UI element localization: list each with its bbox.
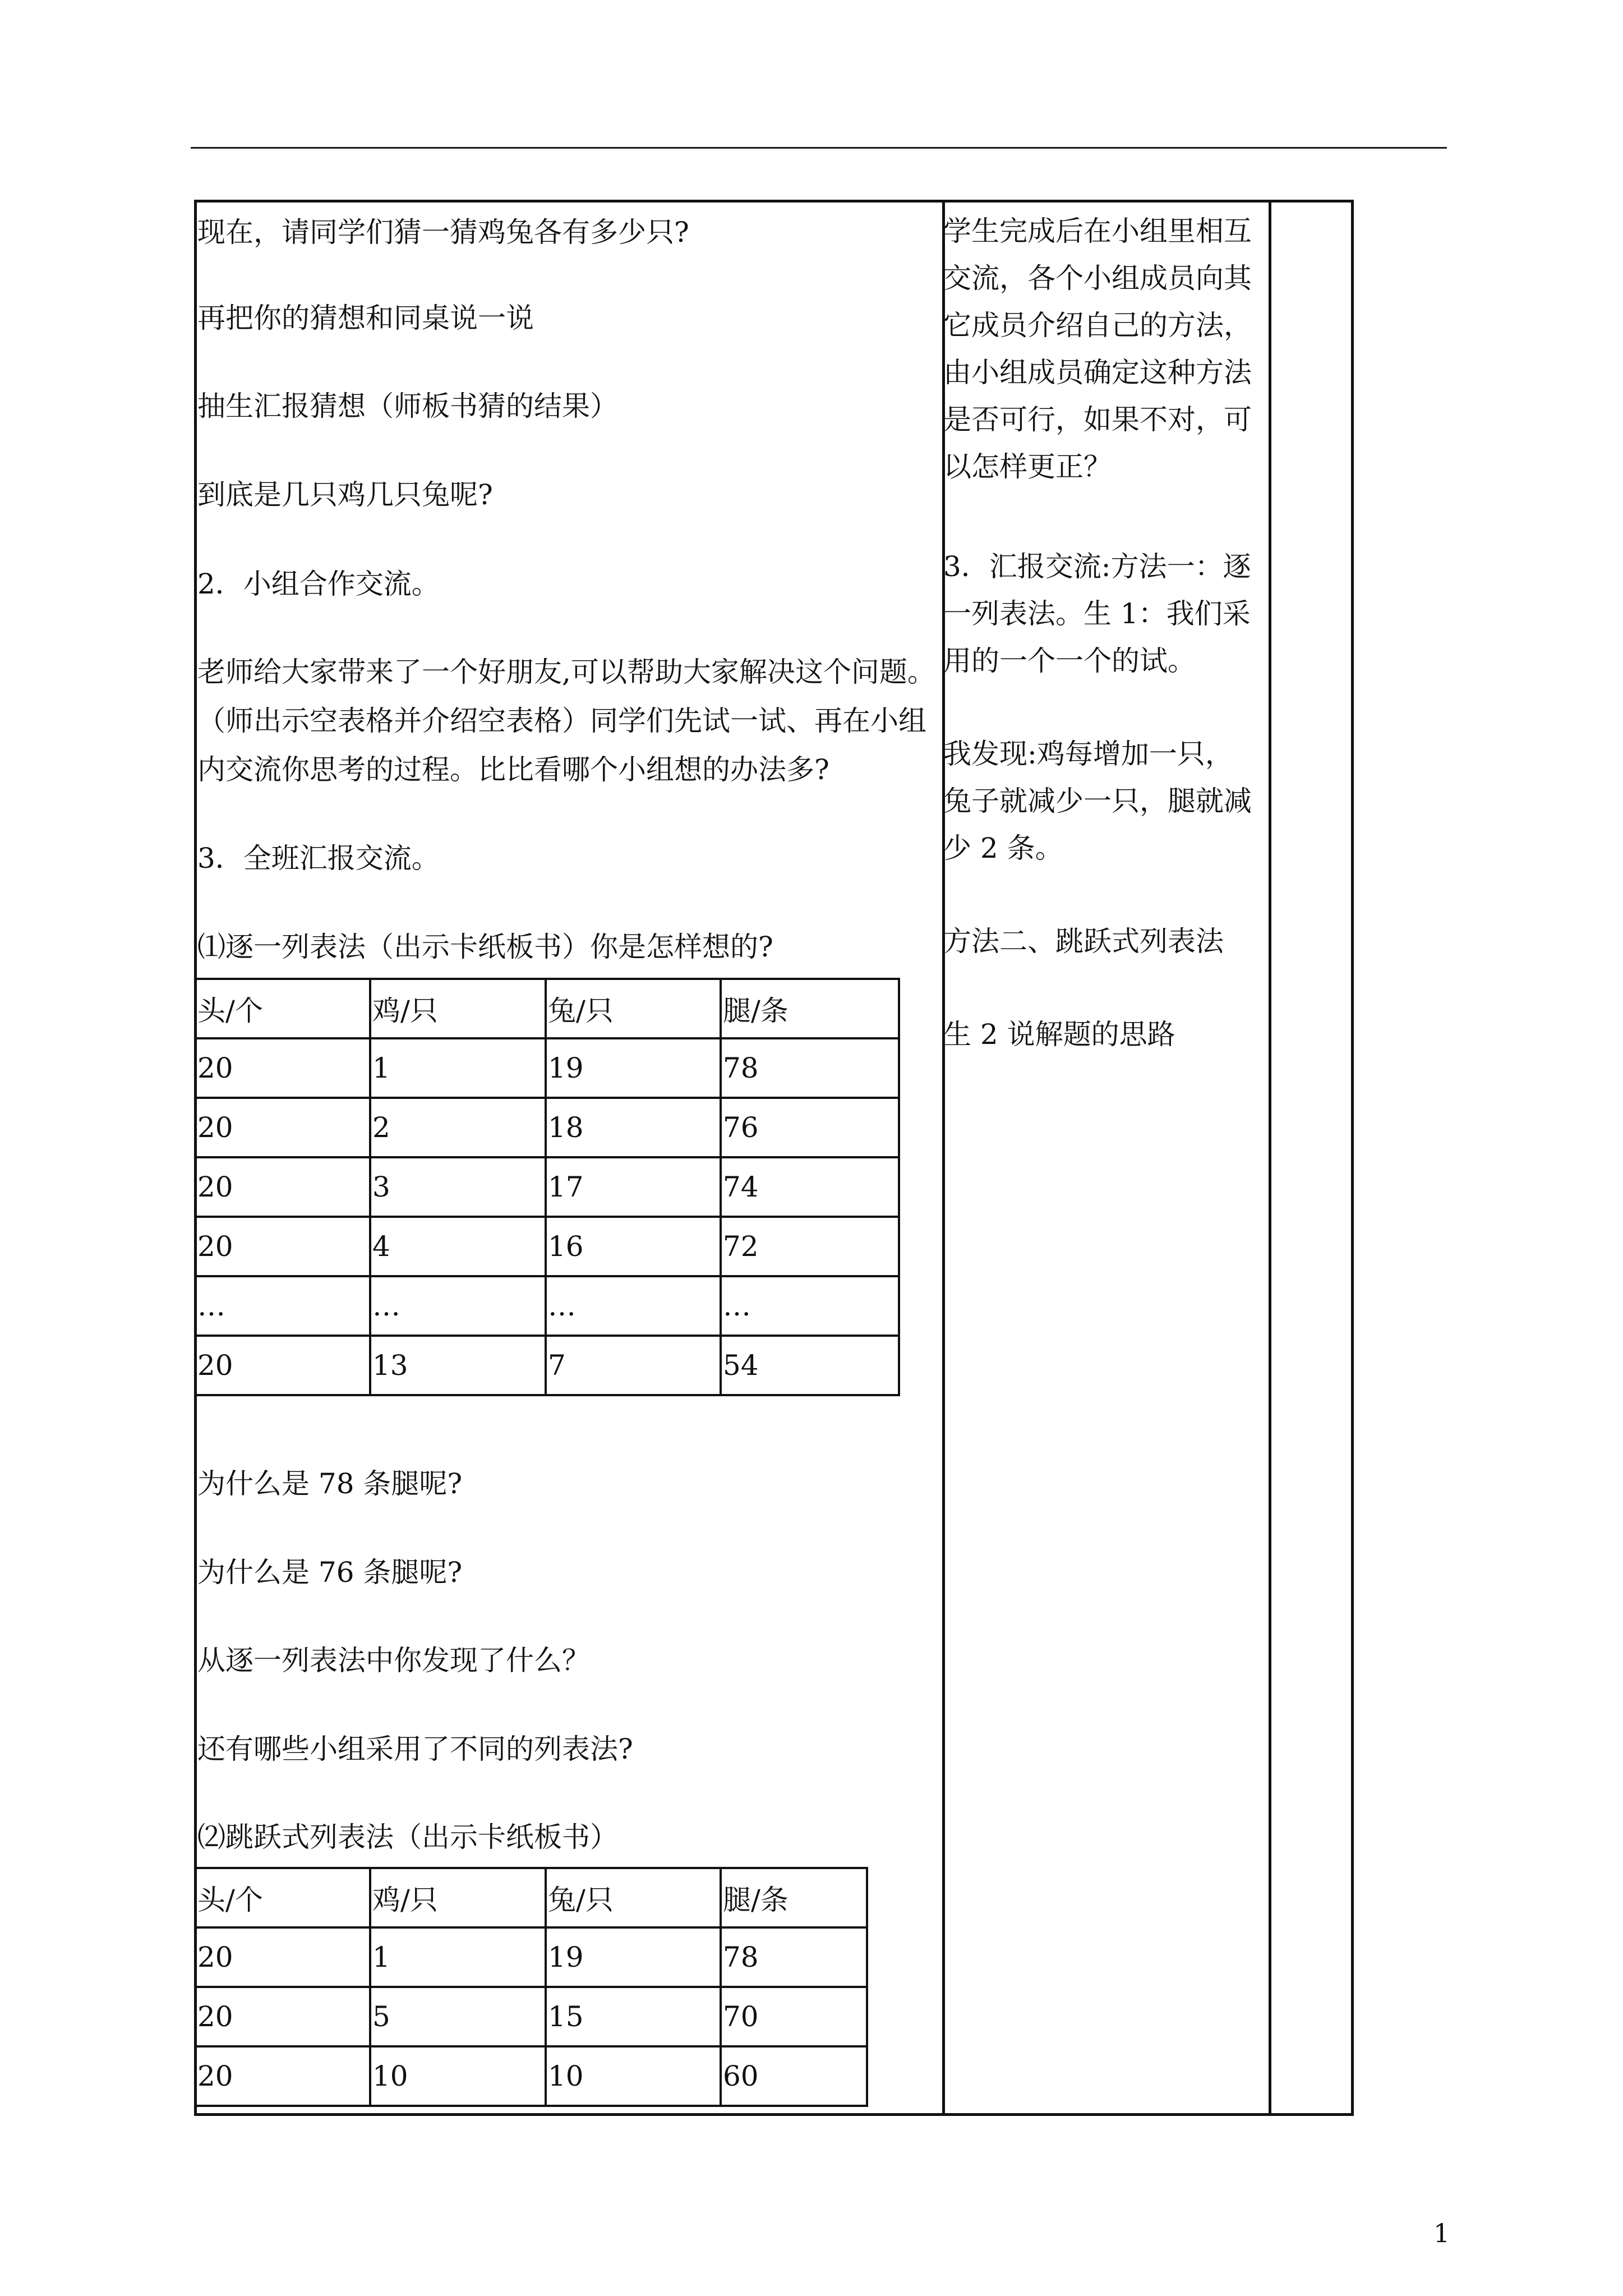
table-cell: 54 xyxy=(721,1336,899,1395)
table-row xyxy=(195,1217,899,1276)
table-cell: 78 xyxy=(721,1038,899,1098)
left-line-4: 到底是几只鸡几只兔呢? xyxy=(197,478,493,511)
right-para-3: 我发现:鸡每增加一只，兔子就减少一只，腿就减少 2 条。 xyxy=(943,738,1252,864)
table-cell: 20 xyxy=(195,1336,370,1395)
table-cell: 20 xyxy=(195,2046,370,2106)
table-cell: 78 xyxy=(721,1927,867,1987)
table-cell: 20 xyxy=(195,1038,370,1098)
table-cell: 13 xyxy=(370,1336,546,1395)
left-line-10: ⑴逐一列表法（出示卡纸板书）你是怎样想的? xyxy=(197,931,773,963)
question-1: 为什么是 78 条腿呢? xyxy=(197,1467,463,1500)
table-cell: 19 xyxy=(546,1927,721,1987)
header-heads: 头/个 xyxy=(195,979,370,1038)
table-row xyxy=(195,1987,867,2046)
left-line-9: 3．全班汇报交流。 xyxy=(197,842,440,875)
question-4: 还有哪些小组采用了不同的列表法? xyxy=(197,1733,633,1765)
right-para-5: 生 2 说解题的思路 xyxy=(943,1018,1175,1051)
left-line-6: 老师给大家带来了一个好朋友,可以帮助大家解决这个问题。 xyxy=(197,656,935,688)
table-cell: 20 xyxy=(195,1157,370,1217)
table-cell: 20 xyxy=(195,1927,370,1987)
question-3: 从逐一列表法中你发现了什么？ xyxy=(197,1644,590,1677)
table-cell: 5 xyxy=(370,1987,546,2046)
table-cell: … xyxy=(546,1276,721,1336)
header-legs: 腿/条 xyxy=(721,979,899,1038)
column-divider-2 xyxy=(1269,203,1271,2113)
table-row xyxy=(195,1276,899,1336)
header-chickens: 鸡/只 xyxy=(370,979,546,1038)
table-row xyxy=(195,1336,899,1395)
table-cell: 16 xyxy=(546,1217,721,1276)
table-cell: 4 xyxy=(370,1217,546,1276)
left-line-1: 现在，请同学们猜一猜鸡兔各有多少只? xyxy=(197,216,689,249)
jumping-table xyxy=(194,1867,868,2107)
table-row xyxy=(195,1157,899,1217)
header-rule xyxy=(191,147,1447,149)
table-cell: 1 xyxy=(370,1927,546,1987)
table-cell: 7 xyxy=(546,1336,721,1395)
table-cell: 74 xyxy=(721,1157,899,1217)
left-line-2: 再把你的猜想和同桌说一说 xyxy=(197,302,534,334)
header-chickens: 鸡/只 xyxy=(370,1868,546,1927)
table-cell: 2 xyxy=(370,1098,546,1157)
left-line-5: 2．小组合作交流。 xyxy=(197,568,440,600)
table-header-row xyxy=(195,979,899,1038)
table-cell: 17 xyxy=(546,1157,721,1217)
table-cell: 70 xyxy=(721,1987,867,2046)
table-cell: 76 xyxy=(721,1098,899,1157)
page-number: 1 xyxy=(1433,2218,1450,2248)
right-para-1: 学生完成后在小组里相互交流，各个小组成员向其它成员介绍自己的方法，由小组成员确定这种方法是否可行，如果不对，可以怎样更正？ xyxy=(943,215,1252,483)
table-header-row xyxy=(195,1868,867,1927)
header-heads: 头/个 xyxy=(195,1868,370,1927)
left-line-8: 内交流你思考的过程。比比看哪个小组想的办法多? xyxy=(197,753,829,786)
table-cell: … xyxy=(370,1276,546,1336)
table-row xyxy=(195,2046,867,2106)
question-5: ⑵跳跃式列表法（出示卡纸板书） xyxy=(197,1821,618,1853)
table-cell: 20 xyxy=(195,1098,370,1157)
table-cell: 1 xyxy=(370,1038,546,1098)
right-para-4: 方法二、跳跃式列表法 xyxy=(943,925,1224,958)
table-cell: 18 xyxy=(546,1098,721,1157)
consecutive-table xyxy=(194,978,900,1396)
table-cell: 10 xyxy=(370,2046,546,2106)
table-cell: 3 xyxy=(370,1157,546,1217)
left-line-7: （师出示空表格并介绍空表格）同学们先试一试、再在小组 xyxy=(197,705,926,737)
table-cell: 19 xyxy=(546,1038,721,1098)
right-para-2: 3．汇报交流:方法一：逐一列表法。生 1：我们采用的一个一个的试。 xyxy=(943,550,1251,677)
header-rabbits: 兔/只 xyxy=(546,1868,721,1927)
question-2: 为什么是 76 条腿呢? xyxy=(197,1556,463,1589)
header-rabbits: 兔/只 xyxy=(546,979,721,1038)
table-cell: … xyxy=(195,1276,370,1336)
left-line-3: 抽生汇报猜想（师板书猜的结果） xyxy=(197,390,618,422)
table-row xyxy=(195,1927,867,1987)
table-row xyxy=(195,1038,899,1098)
table-cell: 60 xyxy=(721,2046,867,2106)
table-cell: 10 xyxy=(546,2046,721,2106)
table-cell: … xyxy=(721,1276,899,1336)
table-cell: 20 xyxy=(195,1987,370,2046)
table-cell: 20 xyxy=(195,1217,370,1276)
table-cell: 72 xyxy=(721,1217,899,1276)
header-legs: 腿/条 xyxy=(721,1868,867,1927)
table-row xyxy=(195,1098,899,1157)
table-cell: 15 xyxy=(546,1987,721,2046)
